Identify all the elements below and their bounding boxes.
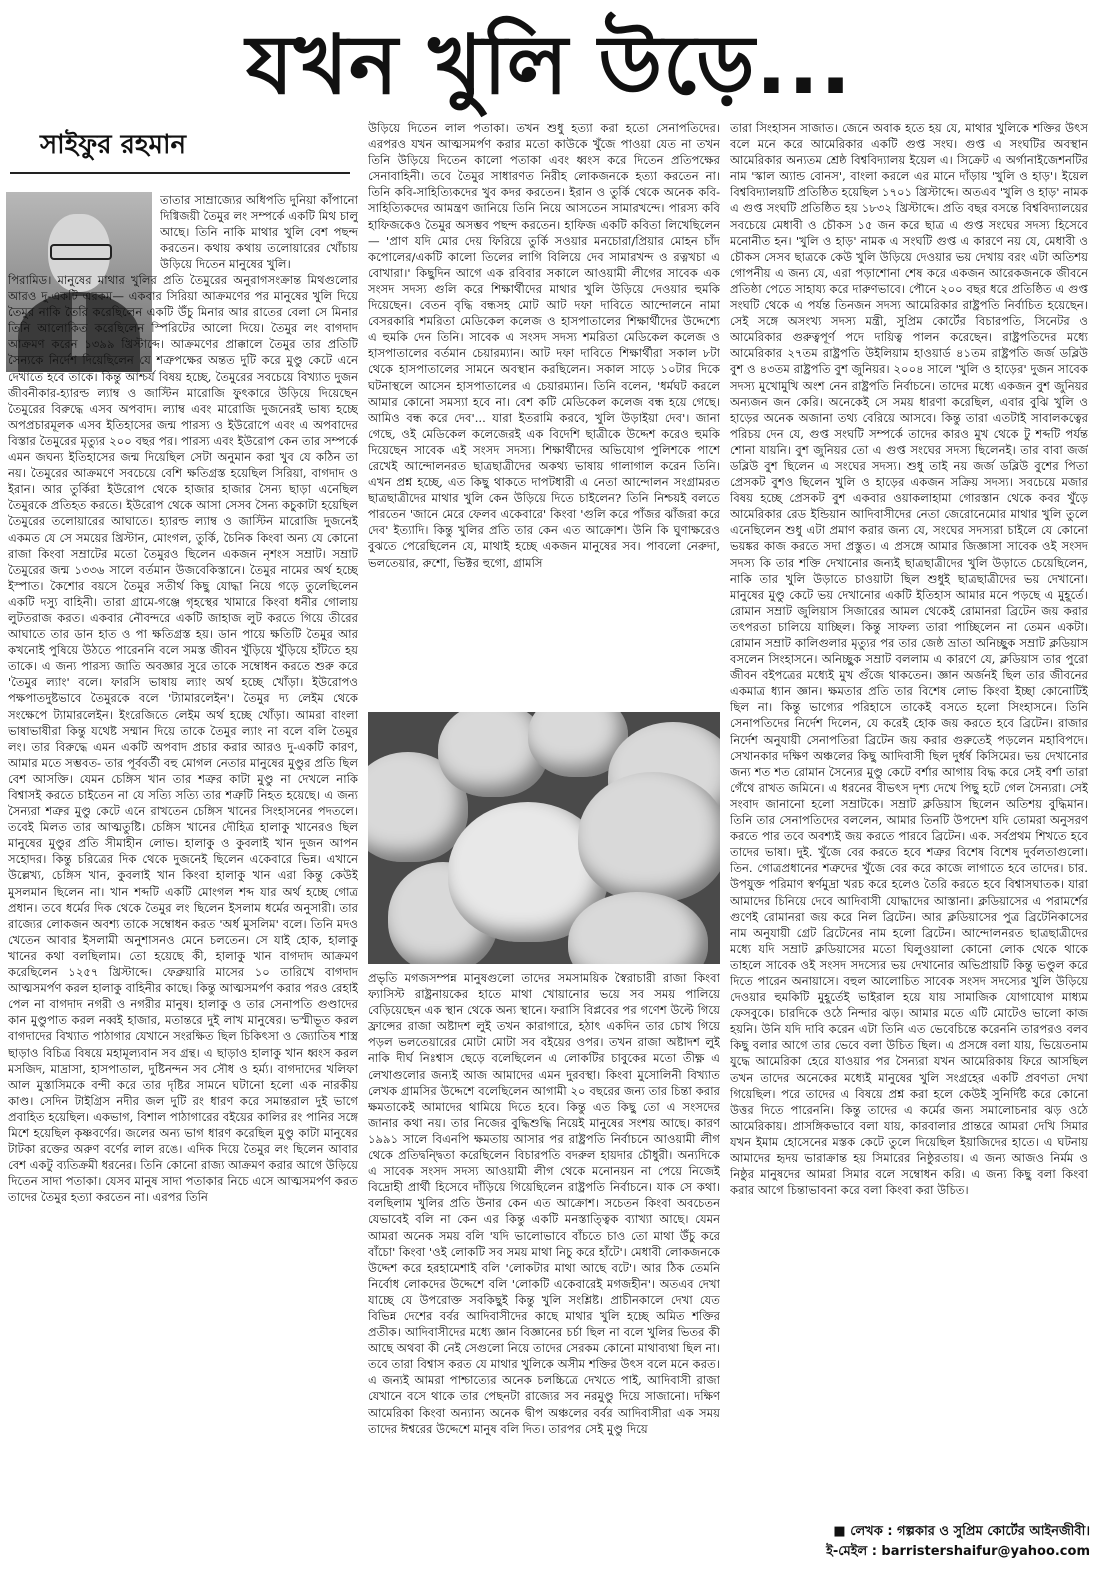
skull <box>578 772 720 902</box>
author-credit: ■ লেখক : গল্পকার ও সুপ্রিম কোর্টের আইনজীবী। <box>833 1524 1090 1539</box>
author-footer <box>790 1522 1090 1562</box>
author-byline: সাইফুর রহমান <box>40 130 187 160</box>
author-email: ই-মেইল : barristershaifur@yahoo.com <box>826 1544 1090 1559</box>
column-1-intro: তাতার সাম্রাজ্যের অধিপতি দুনিয়া কাঁপানো দিগ্বিজয়ী তৈমুর লং সম্পর্কে একটি মিথ চালু আছে। তিনি নাকি মাথার খুলি বেশ পছন্দ করতেন। কথায় কথায় তলোয়ারের খোঁচায় উড়িয়ে দিতেন মানুষের খুলি। <box>160 193 358 272</box>
column-2-text: উড়িয়ে দিতেন লাল পতাকা। তখন শুধু হত্যা করা হতো সেনাপতিদের। এরপরও যখন আত্মসমর্পণ করার মতো কাউকে খুঁজে পাওয়া যেত না তখন তিনি উড়িয়ে দিতেন কালো পতাকা এবং ধ্বংস করে দিতেন প্রতিপক্ষের সেনাবাহিনী। তবে তৈমুর সাধারণত নিরীহ লোকজনকে হত্যা করতেন না। তিনি কবি-সাহিত্যিকদের খুব কদর করতেন। ইরান ও তুর্কি থেকে অনেক কবি-সাহিত্যিকদের আমন্ত্রণ জানিয়ে তিনি নিয়ে আসতেন সামারখন্দে। পারস্য কবি হাফিজকেও তৈমুর অসম্ভব পছন্দ করতেন। হাফিজ একটি কবিতা লিখেছিলেন— 'প্রাণ যদি মোর দেয় ফিরিয়ে তুর্কি সওয়ার মনচোরা/প্রিয়ার মোহন চাঁদ কপোলের/একটি কালো তিলের লাগি বিলিয়ে দেব সামারখন্দ ও রত্নখচা এ বোখারা।' কিছুদিন আগে এক রবিবার সকালে আওয়ামী লীগের সাবেক এক সংসদ সদস্য গুলি করে শিক্ষার্থীদের মাথার খুলি উড়িয়ে দেওয়ার হুমকি দিয়েছেন। বেতন বৃদ্ধি বন্ধসহ মোট আট দফা দাবিতে আন্দোলনে নামা বেসরকারি শমরিতা মেডিকেল কলেজ ও হাসপাতালের শিক্ষার্থীদের উদ্দেশ্যে এ হুমকি দেন তিনি। সাবেক এ সংসদ সদস্য শমরিতা মেডিকেল কলেজ ও হাসপাতালের বর্তমান চেয়ারম্যান। আট দফা দাবিতে শিক্ষার্থীরা সকাল ৮টা থেকে হাসপাতালের সামনে অবস্থান করছিলেন। সকাল সাড়ে ১০টার দিকে ঘটনাস্থলে আসেন হাসপাতালের এ চেয়ারম্যান। তিনি বলেন, 'ধর্মঘট করলে আমার কোনো সমস্যা হবে না। বেশ কটি মেডিকেল কলেজ বন্ধ হয়ে গেছে। আমিও বন্ধ করে দেব'... যারা ইতরামি করবে, খুলি উড়াইয়া দেব'। জানা গেছে, ওই মেডিকেল কলেজেরই এক বিদেশি ছাত্রীকে উদ্দেশ করেও হুমকি দিয়েছেন সাবেক এই সংসদ সদস্য। শিক্ষার্থীদের অভিযোগ পুলিশকে পাশে রেখেই আন্দোলনরত ছাত্রছাত্রীদের অকথ্য ভাষায় গালাগাল করেন তিনি। এখন প্রশ্ন হচ্ছে, এত কিছু থাকতে দাপটধারী এ নেতা আন্দোলন সংগ্রামরত ছাত্রছাত্রীদের মাথার খুলি কেন উড়িয়ে দিতে চাইলেন? তিনি নিশ্চয়ই বলতে পারতেন 'জানে মেরে ফেলব একেবারে' কিংবা 'গুলি করে পাঁজর ঝাঁজরা করে দেব' ইত্যাদি। কিন্তু খুলির প্রতি তার কেন এত আক্রোশ। উনি কি ঘুণাক্ষরেও বুঝতে পেরেছিলেন যে, মাথাই হচ্ছে একজন মানুষের সব। পাবলো নেরুদা, ভলতেয়ার, রুশো, ভিক্টর হুগো, গ্রামসি <box>368 121 720 570</box>
column-2-continued-text: প্রভৃতি মগজসম্পন্ন মানুষগুলো তাদের সমসাময়িক স্বৈরাচারী রাজা কিংবা ফ্যাসিস্ট রাষ্ট্রনায়কের হাতে মাথা খোয়ানোর ভয়ে সব সময় পালিয়ে বেড়িয়েছেন এক স্থান থেকে অন্য স্থানে। ফরাসি বিপ্লবের পর গণেশ উল্টে গিয়ে ফ্রান্সের রাজা অষ্টাদশ লুই তখন কারাগারে, হঠাৎ একদিন তার চোখ গিয়ে পড়ল ভলতেয়ারের মোটা মোটা সব বইয়ের ওপর। তখন রাজা অষ্টাদশ লুই নাকি দীর্ঘ নিঃশ্বাস ছেড়ে বলেছিলেন এ লোকটির চাবুকের মতো তীক্ষ্ণ এ লেখাগুলোর জন্যই আজ আমাদের এমন দুরবস্থা। কিংবা মুসোলিনী বিখ্যাত লেখক গ্রামসির উদ্দেশে বলেছিলেন আগামী ২০ বছরের জন্য তার চিন্তা করার ক্ষমতাকেই আমাদের থামিয়ে দিতে হবে। কিন্তু এত কিছু তো এ সংসদের জানার কথা নয়। তার নিজের বুদ্ধিশুদ্ধি নিয়েই মানুষের সংশয় আছে। কারণ ১৯৯১ সালে বিএনপি ক্ষমতায় আসার পর রাষ্ট্রপতি নির্বাচনে আওয়ামী লীগ থেকে প্রতিদ্বন্দ্বিতা করেছিলেন বিচারপতি বদরুল হায়দার চৌধুরী। অন্যদিকে এ সাবেক সংসদ সদস্য আওয়ামী লীগ থেকে মনোনয়ন না পেয়ে নিজেই বিদ্রোহী প্রার্থী হিসেবে দাঁড়িয়ে গিয়েছিলেন রাষ্ট্রপতি নির্বাচনে। যাক সে কথা। বলছিলাম খুলির প্রতি উনার কেন এত আক্রোশ। সচেতন কিংবা অবচেতন যেভাবেই বলি না কেন এর কিন্তু একটি মনস্তাত্ত্বিক ব্যাখ্যা আছে। যেমন আমরা অনেক সময় বলি 'যদি ভালোভাবে বাঁচতে চাও তো মাথা উঁচু করে বাঁচো' কিংবা 'ওই লোকটি সব সময় মাথা নিচু করে হাঁটে'। মেধাবী লোকজনকে উদ্দেশ করে হরহামেশাই বলি 'লোকটার মাথা আছে বটে'। আর ঠিক তেমনি নির্বোধ লোকদের উদ্দেশে বলি 'লোকটি একেবারেই মগজহীন'। অতএব দেখা যাচ্ছে যে উপরোক্ত সবকিছুই কিন্তু খুলি সংশ্লিষ্ট। প্রাচীনকালে দেখা যেত বিভিন্ন দেশের বর্বর আদিবাসীদের কাছে মাথার খুলি হচ্ছে অমিত শক্তির প্রতীক। আদিবাসীদের মধ্যে জ্ঞান বিজ্ঞানের চর্চা ছিল না বলে খুলির ভিতর কী আছে অথবা কী নেই সেগুলো নিয়ে তাদের সেরকম কোনো মাথাব্যথা ছিল না। তবে তারা বিশ্বাস করত যে মাথার খুলিকে অসীম শক্তির উৎস বলে মনে করত। এ জন্যই আমরা পাশ্চাত্যের অনেক চলচ্চিত্রে দেখতে পাই, আদিবাসী রাজা যেখানে বসে থাকে তার পেছনটা রাজ্যের সব নরমুণ্ডু দিয়ে সাজানো। দক্ষিণ আমেরিকা কিংবা অন্যান্য অনেক দ্বীপ অঞ্চলের বর্বর আদিবাসীরা এক সময় তাদের ঈশ্বরের উদ্দেশে মানুষ বলি দিত। তারপর সেই মুণ্ডু দিয়ে <box>368 971 720 1436</box>
column-2 <box>368 120 720 700</box>
byline-divider <box>10 172 350 174</box>
skulls-photo <box>368 712 720 964</box>
column-1-text: পিরামিড। মানুষের মাথার খুলির প্রতি তৈমুরের অনুরাগসংক্রান্ত মিথগুলোর আরও দু-একটি এরকম— একবার সিরিয়া আক্রমণের পর মানুষের খুলি দিয়ে তৈমুর নাকি তৈরি করেছিলেন একটি উঁচু মিনার আর রাতের বেলা সে মিনার তিনি আলোকিত করেছিলেন স্পিরিটের আলো দিয়ে। তৈমুর লং বাগদাদ আক্রমণ করেন ১৩৯৯ খ্রিস্টাব্দে। আক্রমণের প্রাক্কালে তৈমুর তার প্রতিটি সৈন্যকে নির্দেশ দিয়েছিলেন যে শত্রুপক্ষের অন্তত দুটি করে মুণ্ডু কেটে এনে দেখাতে হবে তাকে। কিন্তু আশ্চর্য বিষয় হচ্ছে, তৈমুরের সবচেয়ে বিখ্যাত দুজন জীবনীকার-হ্যারল্ড ল্যাম্ব ও জাস্টিন মারোজি ফুৎকারে উড়িয়ে দিয়েছেন তৈমুরের বিরুদ্ধে এসব অপবাদ। ল্যাম্ব এবং মারোজি দুজনেরই ভাষ্য হচ্ছে অপপ্রচারমূলক এসব ইতিহাসের জন্ম পারস্য ও ইউরোপে এবং এ অপবাদের বিস্তার তৈমুরের মৃত্যুর ২০০ বছর পর। পারস্য এবং ইউরোপ কেন তার সম্পর্কে এমন জঘন্য ইতিহাসের জন্ম দিয়েছিল সেটা অনুমান করা খুব যে কঠিন তা নয়। তৈমুরের আক্রমণে সবচেয়ে বেশি ক্ষতিগ্রস্ত হয়েছিল সিরিয়া, বাগদাদ ও ইরান। আর তুর্কিরা ইউরোপ থেকে হাজার হাজার সৈন্য ছাড়া এনেছিল তৈমুরকে প্রতিহত করতে। ইউরোপ থেকে আসা সেসব সৈন্য কচুকাটা হয়েছিল তৈমুরের তলোয়ারের আঘাতে। হ্যারল্ড ল্যাম্ব ও জাস্টিন মারোজি দুজনেই একমত যে সে সময়ের খ্রিস্টান, মোংগল, তুর্কি, চৈনিক কিংবা অন্য যে কোনো রাজা কিংবা সম্রাটের মতো তৈমুরও ছিলেন একজন নৃশংস সম্রাট। সম্রাট তৈমুরের জন্ম ১৩৩৬ সালে বর্তমান উজবেকিস্তানে। তৈমুর নামের অর্থ হচ্ছে ইস্পাত। কৈশোর বয়সে তৈমুর সতীর্থ কিছু যোদ্ধা নিয়ে গড়ে তুলেছিলেন একটি দস্যু বাহিনী। তারা গ্রামে-গঞ্জে গৃহস্থের খামারে কিংবা ধনীর গোলায় লুটতরাজ করত। একবার নৌবন্দরে একটি জাহাজ লুট করতে গিয়ে তীরের আঘাতে তার ডান হাত ও পা ক্ষতিগ্রস্ত হয়। ডান পায়ে ক্ষতিটি তৈমুর আর কখনোই পুষিয়ে উঠতে পারেননি বলে সমস্ত জীবন খুঁড়িয়ে খুঁড়িয়ে হাঁটতে হয় তাকে। এ জন্য পারস্য জাতি অবজ্ঞার সুরে তাকে সম্বোধন করতে শুরু করে 'তৈমুর ল্যাং' বলে। ফারসি ভাষায় ল্যাং অর্থ হচ্ছে খোঁড়া। ইউরোপও পক্ষপাতদুষ্টভাবে তৈমুরকে বলে 'ট্যামারলেইন'। তৈমুর দ্য লেইম থেকে সংক্ষেপে ট্যামারলেইন। ইংরেজিতে লেইম অর্থ হচ্ছে খোঁড়া। আমরা বাংলা ভাষাভাষীরা কিন্তু যথেষ্ট সম্মান দিয়ে তাকে তৈমুর ল্যাং না বলে বলি তৈমুর লং। তার বিরুদ্ধে এমন একটি অপবাদ প্রচার করার আরও দু-একটি কারণ, আমার মতে সম্ভবত- তার পূর্ববর্তী বহু মোগল নেতার মানুষের মুণ্ডুর প্রতি ছিল বেশ আসক্তি। যেমন চেঙ্গিস খান তার শত্রুর কাটা মুণ্ডু না দেখলে নাকি বিশ্বাসই করতে চাইতেন না যে সত্যি সত্যি তার শত্রুটি নিহত হয়েছে। এ জন্য সৈন্যরা শত্রুর মুণ্ডু কেটে এনে রাখতেন চেঙ্গিস খানের সিংহাসনের পদতলে। তবেই মিলত তার আত্মতুষ্টি। চেঙ্গিস খানের দৌহিত্র হালাকু খানেরও ছিল মানুষের মুণ্ডুর প্রতি সীমাহীন লোভ। হালাকু ও কুবলাই খান দুজন আপন সহোদর। কিন্তু চরিত্রের দিক থেকে দুজনেই ছিলেন একেবারে ভিন্ন। এখানে উল্লেখ্য, চেঙ্গিস খান, কুবলাই খান কিংবা হালাকু খান এরা কিন্তু কেউই মুসলমান ছিলেন না। খান শব্দটি একটি মোংগল শব্দ যার অর্থ হচ্ছে গোত্র প্রধান। তবে ধর্মের দিক থেকে তৈমুর লং ছিলেন ইসলাম ধর্মের অনুসারী। তার রাজ্যের লোকজন অবশ্য তাকে সম্বোধন করত 'অর্ধ মুসলিম' বলে। তিনি মদও খেতেন আবার ইসলামী অনুশাসনও মেনে চলতেন। সে যাই হোক, হালাকু খানের কথা বলছিলাম। তো হয়েছে কী, হালাকু খান বাগদাদ আক্রমণ করেছিলেন ১২৫৭ খ্রিস্টাব্দে। ফেব্রুয়ারি মাসের ১০ তারিখে বাগদাদ আত্মসমর্পণ করল হালাকু বাহিনীর কাছে। কিন্তু আত্মসমর্পণ করার পরও রেহাই পেল না বাগদাদ নগরী ও নগরীর মানুষ। হালাকু ও তার সেনাপতি গুণ্ডাদের কান মুণ্ডুপাত করল নব্বই হাজার, মতান্তরে দুই লাখ মানুষের। ভস্মীভূত করল বাগদাদের বিখ্যাত পাঠাগার যেখানে সংরক্ষিত ছিল চিকিৎসা ও জ্যোতিষ শাস্ত্র ছাড়াও বিচিত্র বিষয়ে মহামূল্যবান সব গ্রন্থ। এ ছাড়াও হালাকু খান ধ্বংস করল মসজিদ, মাদ্রাসা, হাসপাতাল, দুষ্টিনন্দন সব সৌধ ও হর্ম্য। বাগদাদের খলিফা আল মুস্তাসিমকে বন্দী করে তার দৃষ্টির সামনে ঘটানো হলো এক নারকীয় কাণ্ড। সেদিন টাইগ্রিস নদীর জল দুটি রং ধারণ করে সমান্তরাল দুই ভাগে প্রবাহিত হয়েছিল। একভাগ, বিশাল পাঠাগারের বইয়ের কালির রং পানির সঙ্গে মিশে হয়েছিল কৃষ্ণবর্ণের। জলের অন্য ভাগ ধারণ করেছিল মুণ্ডু কাটা মানুষের টাটকা রক্তের অরুণ বর্ণের লাল রঙে। এদিক দিয়ে তৈমুর লং ছিলেন আবার বেশ একটু ব্যতিক্রমী ধরনের। তিনি কোনো রাজ্য আক্রমণ করার আগে উড়িয়ে দিতেন সাদা পতাকা। যেসব মানুষ সাদা পতাকার নিচে এসে আত্মসমর্পণ করত তাদের তৈমুর হত্যা করতেন না। এরপর তিনি <box>8 273 358 1205</box>
column-2-continued <box>368 970 720 1572</box>
column-3-text: তারা সিংহাসন সাজাত। জেনে অবাক হতে হয় যে, মাথার খুলিকে শক্তির উৎস বলে মনে করে আমেরিকার একটি গুপ্ত সংঘ। গুপ্ত এ সংঘটির অবস্থান আমেরিকার অন্যতম শ্রেষ্ঠ বিশ্ববিদ্যালয় ইয়েল এ। সিক্রেট এ অর্গানাইজেশনটির নাম 'স্কাল অ্যান্ড বোনস', বাংলা করলে এর মানে দাঁড়ায় 'খুলি ও হাড়'। ইয়েল বিশ্ববিদ্যালয়টি প্রতিষ্ঠিত হয়েছিল ১৭০১ খ্রিস্টাব্দে। অতএব 'খুলি ও হাড়' নামক এ গুপ্ত সংঘটি প্রতিষ্ঠিত হয় ১৮৩২ খ্রিস্টাব্দে। প্রতি বছর বসন্তে বিশ্ববিদ্যালয়ের সবচেয়ে মেধাবী ও চৌকস ১৫ জন করে ছাত্র এ গুপ্ত সংঘের সদস্য হিসেবে মনোনীত হন। 'খুলি ও হাড়' নামক এ সংঘটি গুপ্ত এ কারণে নয় যে, মেধাবী ও চৌকস সেসব ছাত্রকে কেউ খুলি উড়িয়ে দেওয়ার ভয় দেখায় বরং এটা অতিশয় গোপনীয় এ জন্য যে, এরা পড়াশোনা শেষ করে একজন আরেকজনকে জীবনে প্রতিষ্ঠা পেতে সাহায্য করে দারুণভাবে। পৌনে ২০০ বছর ধরে প্রতিষ্ঠিত এ গুপ্ত সংঘটি থেকে এ পর্যন্ত তিনজন সদস্য আমেরিকার রাষ্ট্রপতি নির্বাচিত হয়েছেন। সেই সঙ্গে অসংখ্য সদস্য মন্ত্রী, সুপ্রিম কোর্টের বিচারপতি, সিনেটর ও আমেরিকার গুরুত্বপূর্ণ পদে দায়িত্ব পালন করেছেন। রাষ্ট্রপতিদের মধ্যে আমেরিকার ২৭তম রাষ্ট্রপতি উইলিয়াম হাওয়ার্ড ৪১তম রাষ্ট্রপতি জর্জ ডব্লিউ বুশ ও ৪৩তম রাষ্ট্রপতি বুশ জুনিয়র। ২০০৪ সালে 'খুলি ও হাড়ের' দুজন সাবেক সদস্য মুখোমুখি অংশ নেন রাষ্ট্রপতি নির্বাচনে। তাদের মধ্যে একজন বুশ জুনিয়র অন্যজন জন কেরি। অনেকেই সে সময় ধারণা করেছিল, এবার বুঝি খুলি ও হাড়ের অনেক অজানা তথ্য বেরিয়ে আসবে। কিন্তু তারা এতটাই সাবালকত্বের পরিচয় দেন যে, গুপ্ত সংঘটি সম্পর্কে তাদের কারও মুখ থেকে টু শব্দটি পর্যন্ত শোনা যায়নি। বুশ জুনিয়র তো এ গুপ্ত সংঘের সদস্য ছিলেনই। তার বাবা জর্জ ডব্লিউ বুশ ছিলেন এ সংঘের সদস্য। শুধু তাই নয় জর্জ ডব্লিউ বুশের পিতা প্রেসকট বুশও ছিলেন খুলি ও হাড়ের একজন সক্রিয় সদস্য। সবচেয়ে মজার বিষয় হচ্ছে প্রেসকট বুশ একবার ওয়াকলাহামা গোরস্তান থেকে কবর খুঁড়ে আমেরিকার রেড ইন্ডিয়ান আদিবাসীদের নেতা জেরোনেমোর মাথার খুলি তুলে এনেছিলেন শুধু এটা প্রমাণ করার জন্য যে, সংঘের সদস্যরা চাইলে যে কোনো ভয়ঙ্কর কাজ করতে সদা প্রস্তুত। এ প্রসঙ্গে আমার জিজ্ঞাসা সাবেক ওই সংসদ সদস্য কি তার শক্তি দেখানোর জন্যই ছাত্রছাত্রীদের খুলি উড়াতে চেয়েছিলেন, নাকি তার খুলি উড়াতে চাওয়াটা ছিল শুধুই ছাত্রছাত্রীদের ভয় দেখানো। মানুষের মুণ্ডু কেটে ভয় দেখানোর একটি ইতিহাস আমার মনে পড়ছে এ মুহূর্তে। রোমান সম্রাট জুলিয়াস সিজারের আমল থেকেই রোমানরা ব্রিটেন জয় করার তৎপরতা চালিয়ে যাচ্ছিল। কিন্তু সাফল্য তারা পাচ্ছিলেন না তেমন একটা। রোমান সম্রাট কালিগুলার মৃত্যুর পর তার জেষ্ঠ ভ্রাতা অনিচ্ছুক সম্রাট ক্লডিয়াস বসলেন সিংহাসনে। অনিচ্ছুক সম্রাট বললাম এ কারণে যে, ক্লডিয়াস তার পুরো জীবন বইপত্রের মধ্যেই মুখ গুঁজে থাকতেন। জ্ঞান অর্জনই ছিল তার জীবনের একমাত্র ধ্যান জ্ঞান। ক্ষমতার প্রতি তার বিশেষ লোভ কিংবা ইচ্ছা কোনোটিই ছিল না। কিন্তু ভাগ্যের পরিহাসে তাকেই বসতে হলো সিংহাসনে। তিনি সেনাপতিদের নির্দেশ দিলেন, যে করেই হোক জয় করতে হবে ব্রিটেন। রাজার নির্দেশ অনুযায়ী সেনাপতিরা ব্রিটেন জয় করার গুরুতেই পড়লেন মহাবিপদে। সেখানকার দক্ষিণ অঞ্চলের কিছু আদিবাসী ছিল দুর্ধর্ষ কিসিমের। ভয় দেখানোর জন্য শত শত রোমান সৈন্যের মুণ্ডু কেটে বর্শার আগায় বিদ্ধ করে সেই বর্শা তারা গেঁথে রাখত জমিনে। এ ধরনের বীভৎস দৃশ্য দেখে পিছু হটে গেল সৈন্যরা। সেই সংবাদ জানানো হলো সম্রাটকে। সম্রাট ক্লডিয়াস ছিলেন অতিশয় বুদ্ধিমান। তিনি তার সেনাপতিদের বললেন, আমার তিনটি উপদেশ যদি তোমরা অনুসরণ করতে পার তবে অবশ্যই জয় করতে পারবে ব্রিটেন। এক. সর্বপ্রথম শিখতে হবে তাদের ভাষা। দুই. খুঁজে বের করতে হবে শত্রুর বিশেষ বিশেষ দুর্বলতাগুলো। তিন. গোত্রপ্রধানের শত্রুদের খুঁজে বের করে কাজে লাগাতে হবে তাদের। চার. উপযুক্ত পরিমাণ স্বর্ণমুদ্রা খরচ করে হলেও তৈরি করতে হবে বিশ্বাসঘাতক। যারা আমাদের চিনিয়ে দেবে আদিবাসী যোদ্ধাদের আস্তানা। ক্লডিয়াসের এ পরামর্শের গুণেই রোমানরা জয় করে নিল ব্রিটেন। আর ক্লডিয়াসের পুত্র ব্রিটেনিকাসের নাম অনুযায়ী গ্রেট ব্রিটেনের নাম হলো ব্রিটেন। আন্দোলনরত ছাত্রছাত্রীদের মধ্যে যদি সম্রাট ক্লডিয়াসের মতো ঘিলুওয়ালা কোনো লোক থেকে থাকে তাহলে সাবেক ওই সংসদ সদস্যের ভয় দেখানোর অভিপ্রায়টি কিন্তু ভণ্ডুল করে দিতে পারেন অনায়াসে। বহুল আলোচিত সাবেক সংসদ সদস্যের খুলি উড়িয়ে দেওয়ার হুমকিটি মুহূর্তেই ভাইরাল হয়ে যায় সামাজিক যোগাযোগ মাধ্যম ফেসবুকে। চারদিকে ওঠে নিন্দার ঝড়। আমার মতে এটি মোটেও ভালো কাজ হয়নি। উনি যদি দাবি করেন এটা তিনি এত ভেবেচিন্তে করেননি তারপরও বলব কিছু বলার আগে তার ভেবে বলা উচিত ছিল। এ প্রসঙ্গে বলা যায়, ভিয়েতনাম যুদ্ধে আমেরিকা হেরে যাওয়ার পর সৈন্যরা যখন আমেরিকায় ফিরে আসছিল তখন তাদের অনেকের মধ্যেই মানুষের খুলি সংগ্রহের একটি প্রবণতা দেখা গিয়েছিল। পরে তাদের এ বিষয়ে প্রশ্ন করা হলে কেউই সুনির্দিষ্ট করে কোনো উত্তর দিতে পারেননি। কিন্তু তাদের এ কর্মের জন্য সমালোচনার ঝড় ওঠে আমেরিকায়। প্রাসঙ্গিকভাবে বলা যায়, কারবালার প্রান্তরে আমরা দেখি সিমার যখন ইমাম হোসেনের মস্তক কেটে তুলে দিয়েছিল ইয়াজিদের হাতে। এ ঘটনায় আমাদের হৃদয় ভারাক্রান্ত হয় সিমারের নিষ্ঠুরতায়। এ জন্য আজও নির্মম ও নিষ্ঠুর মানুষদের আমরা সিমার বলে সম্বোধন করি। এ জন্য কিছু বলা কিংবা করার আগে চিন্তাভাবনা করে বলা কিংবা করা উচিত। <box>730 121 1088 1198</box>
photo-glasses <box>50 244 112 260</box>
column-3 <box>730 120 1088 1520</box>
article-headline: যখন খুলি উড়ে... <box>245 18 853 113</box>
column-1 <box>8 272 358 1572</box>
